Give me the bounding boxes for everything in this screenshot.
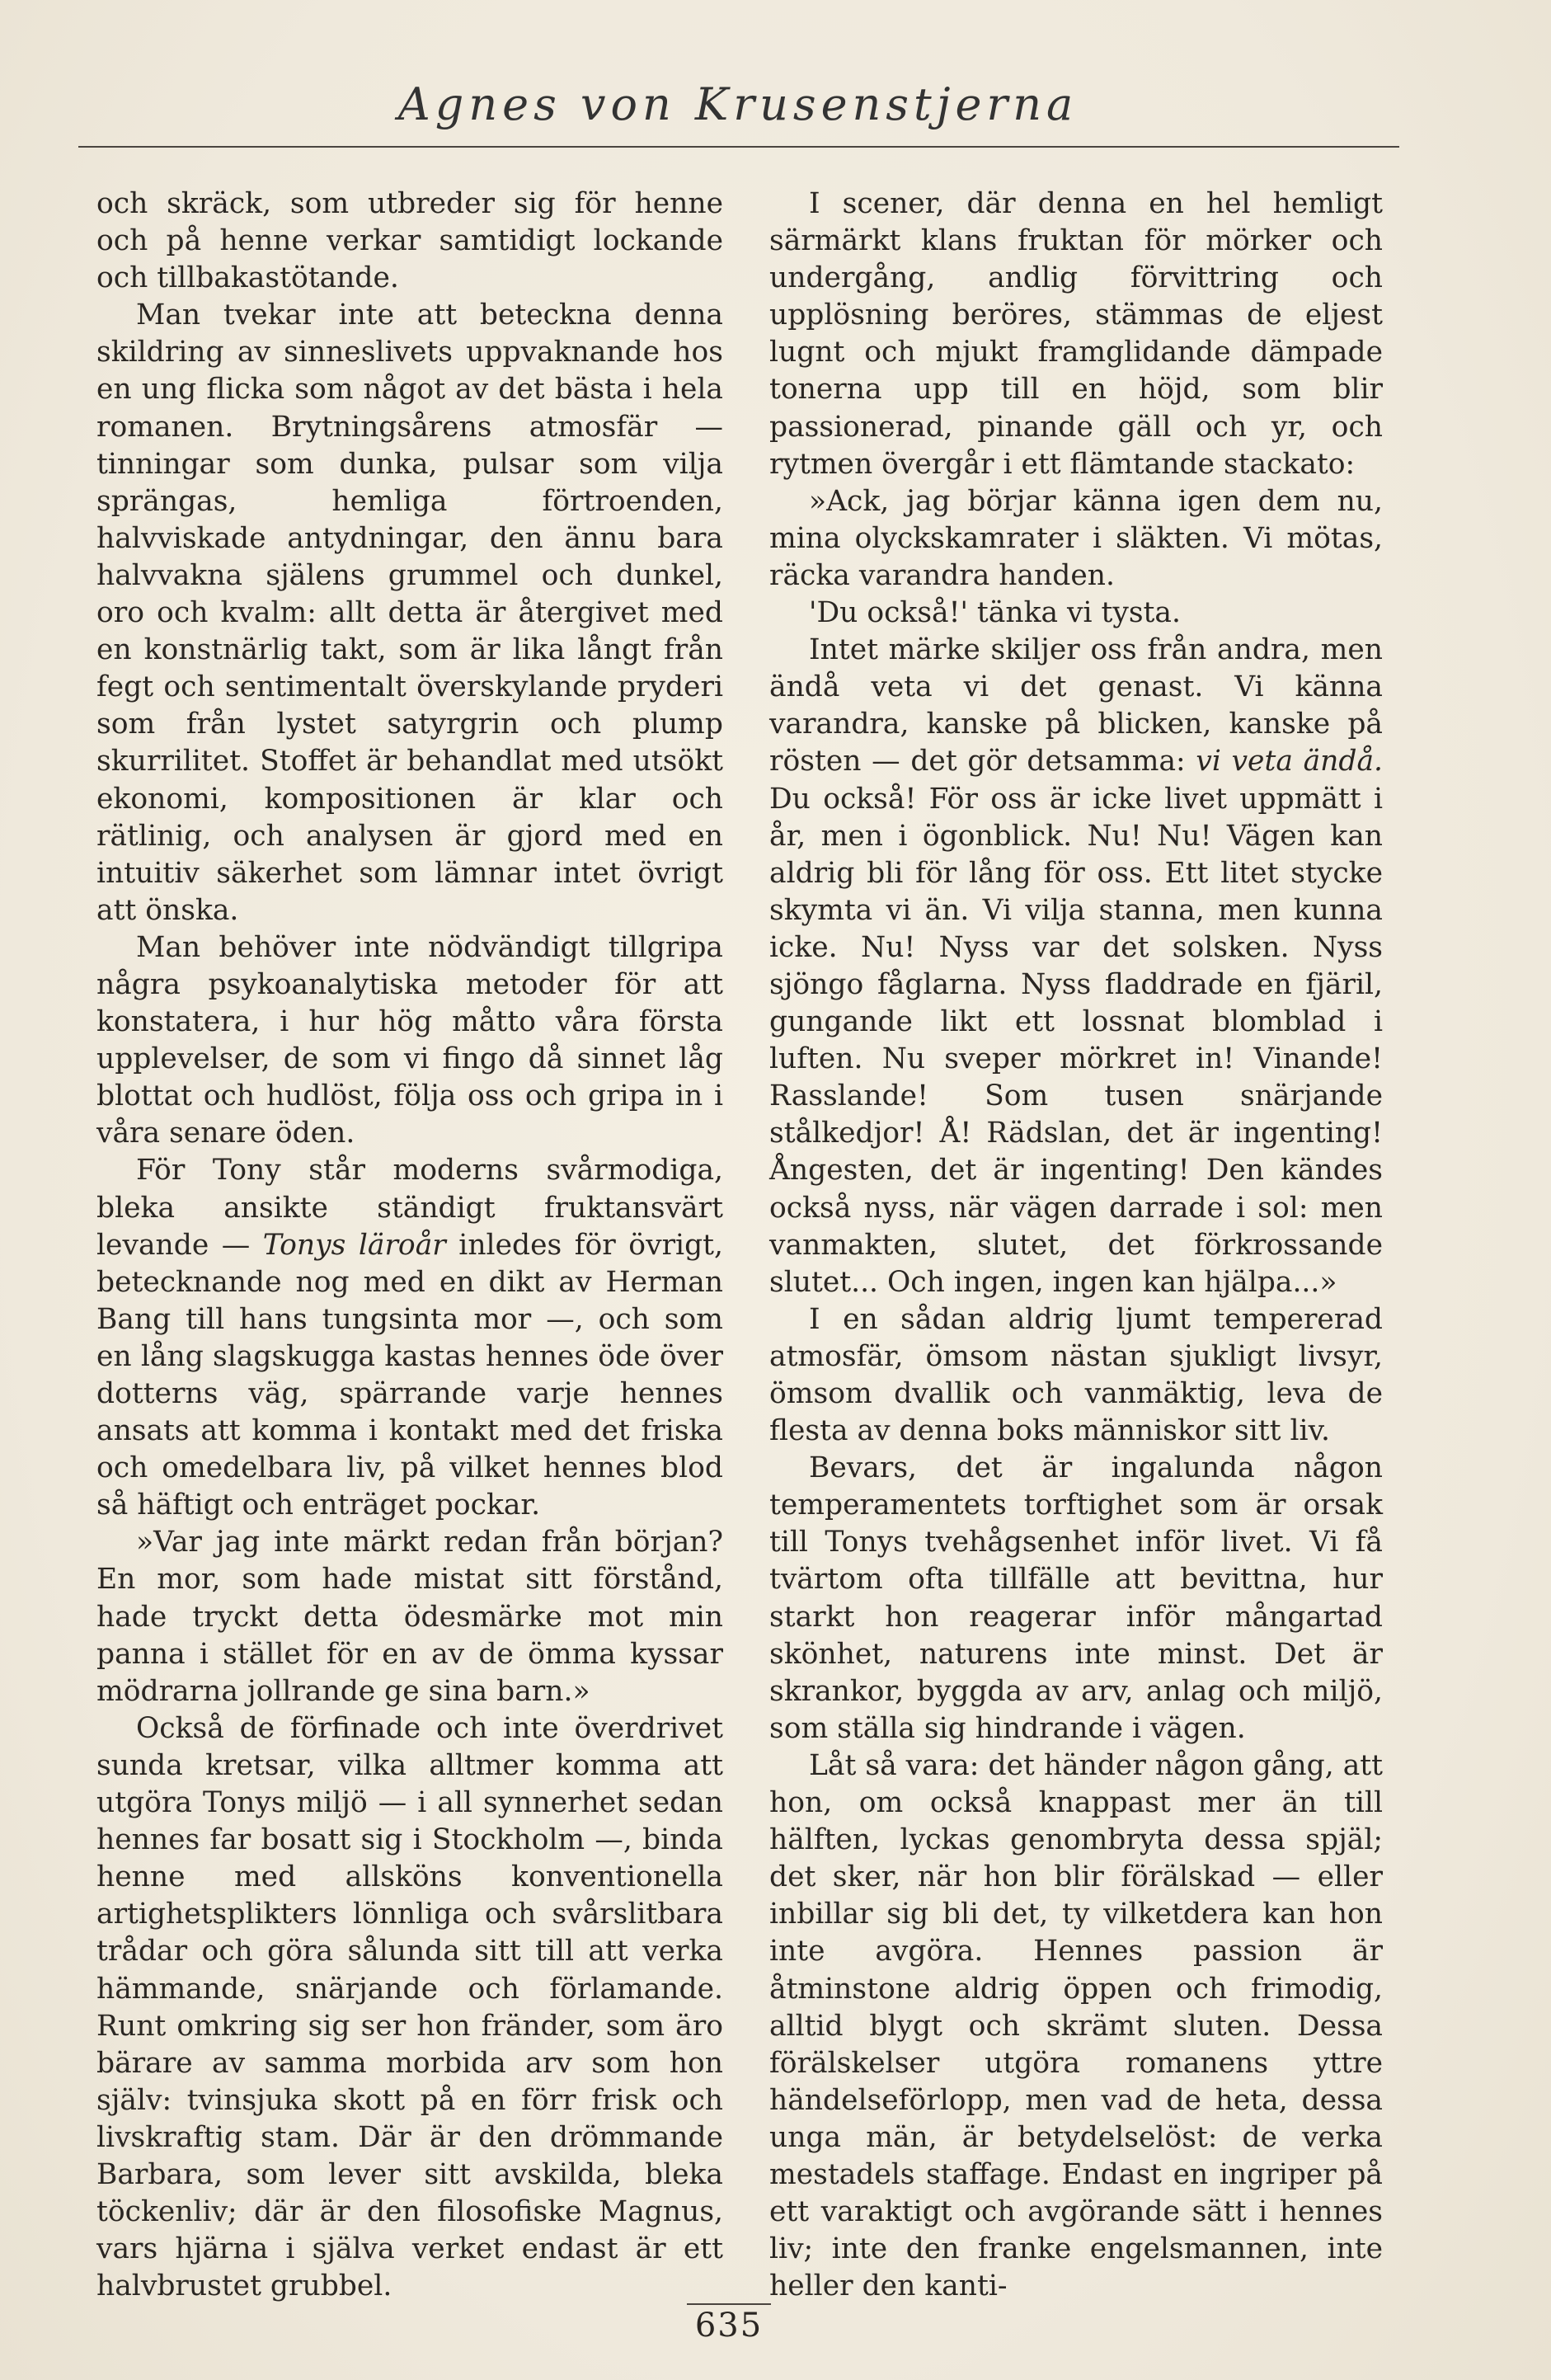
left-column xyxy=(96,186,723,2305)
paragraph: I en sådan aldrig ljumt tempererad atmosfär, ömsom nästan sjukligt livsyr, ömsom dvallik och vanmäktig, leva de flesta av denna boks människor sitt liv. xyxy=(769,1302,1383,1448)
text-run: Du också! För oss är icke livet uppmätt i år, men i ögonblick. Nu! Nu! Vägen kan aldrig bli för lång för oss. Ett litet stycke skymta vi än. Vi vilja stanna, men kunna icke. Nu! Nyss var det solsken. Nyss sjöngo fåglarna. Nyss fladdrade en fjäril, gungande likt ett lossnat blomblad i luften. Nu sveper mörkret in! Vinande! Rasslande! Som tusen snärjande stålkedjor! Å! Rädslan, det är ingenting! Ångesten, det är ingenting! Den kändes också nyss, när vägen darrade i sol: men vanmakten, slutet, det förkrossande slutet... Och ingen, ingen kan hjälpa...» xyxy=(769,782,1383,1299)
paragraph: I scener, där denna en hel hemligt särmärkt klans fruktan för mörker och undergång, andlig förvittring och upplösning beröres, stämmas de eljest lugnt och mjukt framglidande dämpade tonerna upp till en höjd, som blir passionerad, pinande gäll och yr, och rytmen övergår i ett flämtande stackato: xyxy=(769,187,1383,481)
page-number: 635 xyxy=(694,2307,764,2345)
text-run: inledes för övrigt, betecknande nog med en dikt av Herman Bang till hans tungsinta mor —, och som en lång slagskugga kastas hennes öde över dotterns väg, spärrande varje hennes ansats att komma i kontakt med det friska och omedelbara liv, på vilket hennes blod så häftigt och enträget pockar. xyxy=(96,1228,724,1522)
paragraph: Låt så vara: det händer någon gång, att hon, om också knappast mer än till hälften, lyckas genombryta dessa spjäl; det sker, när hon blir förälskad — eller inbillar sig bli det, ty vilketdera kan hon inte avgöra. Hennes passion är åtminstone aldrig öppen och frimodig, alltid blygt och skrämt sluten. Dessa förälskelser utgöra romanens yttre händelseförlopp, men vad de heta, dessa unga män, är betydelselöst: de verka mestadels staffage. Endast en ingriper på ett varaktigt och avgörande sätt i hennes liv; inte den franke engelsmannen, inte heller den kanti- xyxy=(769,1748,1383,2303)
paragraph: Man tvekar inte att beteckna denna skildring av sinneslivets uppvaknande hos en ung flicka som något av det bästa i hela romanen. Brytningsårens atmosfär — tinningar som dunka, pulsar som vilja sprängas, hemliga förtroenden, halvviskade antydningar, den ännu bara halvvakna själens grummel och dunkel, oro och kvalm: allt detta är återgivet med en konstnärlig takt, som är lika långt från fegt och sentimentalt överskylande pryderi som från lystet satyrgrin och plump skurrilitet. Stoffet är behandlat med utsökt ekonomi, kompositionen är klar och rätlinig, och analysen är gjord med en intuitiv säkerhet som lämnar intet övrigt att önska. xyxy=(96,299,723,927)
header-rule xyxy=(78,146,1399,148)
right-column xyxy=(769,186,1383,2305)
text-run: För Tony står moderns svårmodiga, bleka ansikte ständigt fruktansvärt levande — xyxy=(96,1154,723,1262)
paragraph: Bevars, det är ingalunda någon temperamentets torftighet som är orsak till Tonys tvehågsenhet inför livet. Vi få tvärtom ofta tillfälle att bevittna, hur starkt hon reagerar inför mångartad skönhet, naturens inte minst. Det är skrankor, byggda av arv, anlag och miljö, som ställa sig hindrande i vägen. xyxy=(769,1451,1383,1745)
running-header: Agnes von Krusenstjerna xyxy=(397,78,1079,130)
emphasis: vi veta ändå. xyxy=(1196,745,1383,778)
paragraph xyxy=(96,1152,723,1524)
text-run: Intet märke skiljer oss från andra, men ändå veta vi det genast. Vi känna varandra, kanske på blicken, kanske på rösten — det gör detsamma: xyxy=(769,633,1383,778)
book-title: Tonys läroår xyxy=(262,1228,446,1262)
page-number-rule xyxy=(687,2303,771,2305)
quote-paragraph: »Ack, jag börjar känna igen dem nu, mina olyckskamrater i släkten. Vi mötas, räcka varandra handen. xyxy=(769,484,1383,592)
paragraph: och skräck, som utbreder sig för henne och på henne verkar samtidigt lockande och tillbakastötande. xyxy=(96,187,723,295)
quote-paragraph: 'Du också!' tänka vi tysta. xyxy=(809,596,1181,630)
paragraph: Man behöver inte nödvändigt tillgripa några psykoanalytiska metoder för att konstatera, i hur hög måtto våra första upplevelser, de som vi fingo då sinnet låg blottat och hudlöst, följa oss och gripa in i våra senare öden. xyxy=(96,930,723,1150)
quote-paragraph: »Var jag inte märkt redan från början? En mor, som hade mistat sitt förstånd, hade tryckt detta ödesmärke mot min panna i stället för en av de ömma kyssar mödrarna jollrande ge sina barn.» xyxy=(96,1526,723,1708)
paragraph: Också de förfinade och inte överdrivet sunda kretsar, vilka alltmer komma att utgöra Tonys miljö — i all synnerhet sedan hennes far bosatt sig i Stockholm —, binda henne med allsköns konventionella artighetsplikters lönnliga och svårslitbara trådar och göra sålunda sitt till att verka hämmande, snärjande och förlamande. Runt omkring sig ser hon fränder, som äro bärare av samma morbida arv som hon själv: tvinsjuka skott på en förr frisk och livskraftig stam. Där är den drömmande Barbara, som lever sitt avskilda, bleka töckenliv; där är den filosofiske Magnus, vars hjärna i själva verket endast är ett halvbrustet grubbel. xyxy=(96,1711,723,2303)
quote-paragraph xyxy=(769,632,1383,1301)
